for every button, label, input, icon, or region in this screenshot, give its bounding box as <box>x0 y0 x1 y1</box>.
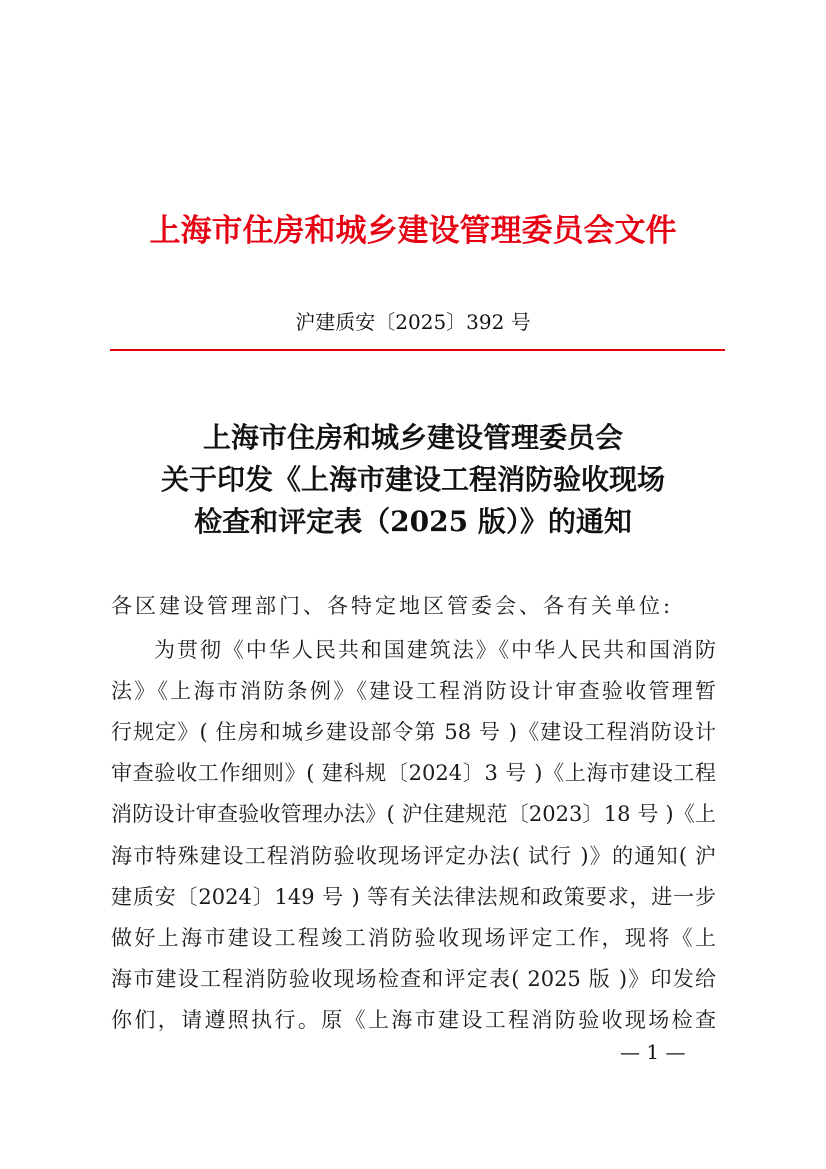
document-number: 沪建质安〔2025〕392 号 <box>295 310 531 334</box>
notice-heading-line-1: 上海市住房和城乡建设管理委员会 <box>202 421 623 454</box>
body-line: 消防设计审查验收管理办法》( 沪住建规范〔2023〕18 号 )《上 <box>111 802 716 826</box>
body-line: 做好上海市建设工程竣工消防验收现场评定工作，现将《上 <box>111 926 716 950</box>
red-divider <box>110 349 725 351</box>
body-line: 审查验收工作细则》( 建科规〔2024〕3 号 )《上海市建设工程 <box>111 761 716 785</box>
body-line: 海市特殊建设工程消防验收现场评定办法( 试行 )》的通知( 沪 <box>111 844 716 868</box>
notice-heading-line-2: 关于印发《上海市建设工程消防验收现场 <box>160 463 665 496</box>
body-line: 海市建设工程消防验收现场检查和评定表( 2025 版 )》印发给 <box>111 967 716 991</box>
salutation: 各区建设管理部门、各特定地区管委会、各有关单位: <box>111 594 674 618</box>
body-line: 法》《上海市消防条例》《建设工程消防设计审查验收管理暂 <box>111 679 716 703</box>
page-number: — 1 — <box>620 1040 686 1064</box>
notice-heading-line-3: 检查和评定表（2025 版）》的通知 <box>194 505 632 538</box>
issuing-authority-title: 上海市住房和城乡建设管理委员会文件 <box>149 213 677 249</box>
body-line: 建质安〔2024〕149 号 ) 等有关法律法规和政策要求，进一步 <box>111 885 716 909</box>
body-line: 为贯彻《中华人民共和国建筑法》《中华人民共和国消防 <box>154 638 716 662</box>
body-line: 行规定》( 住房和城乡建设部令第 58 号 )《建设工程消防设计 <box>111 720 716 744</box>
body-line: 你们，请遵照执行。原《上海市建设工程消防验收现场检查 <box>111 1008 716 1032</box>
